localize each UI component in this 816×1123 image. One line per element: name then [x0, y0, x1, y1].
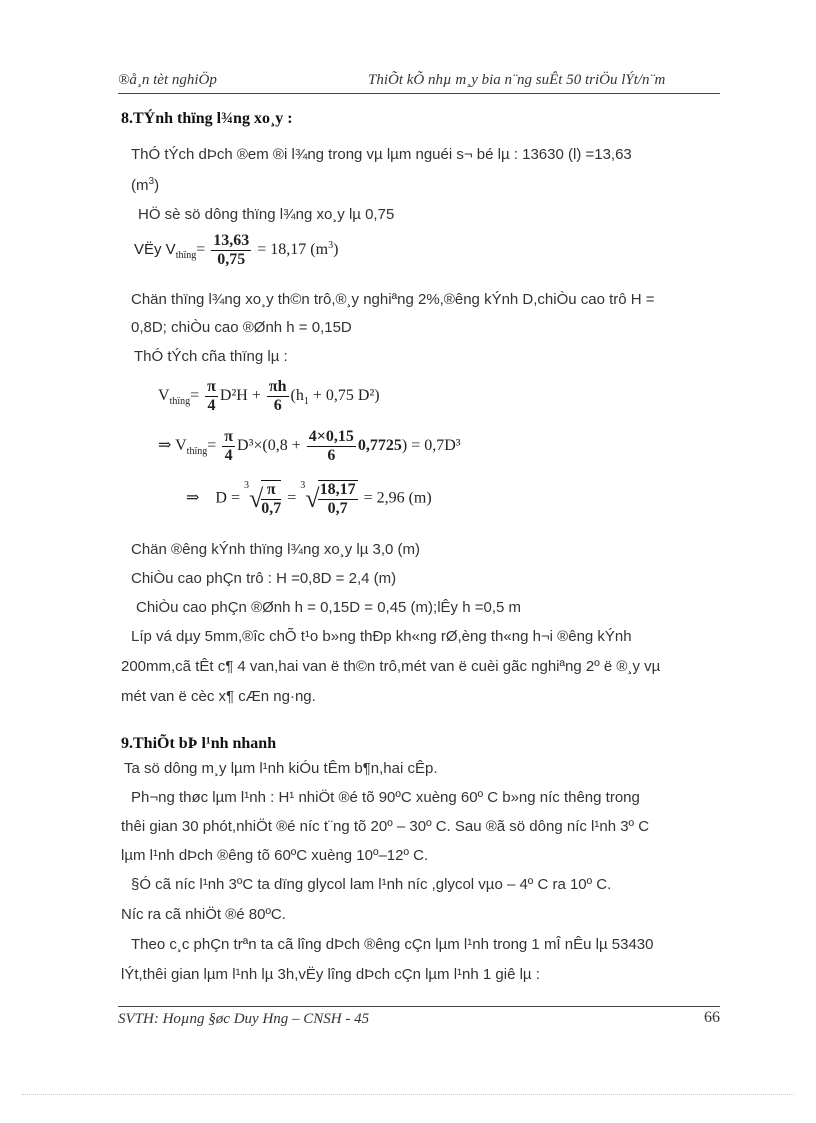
s8-line2: HÖ sè sö dông thïng l¾ng xo¸y lµ 0,75	[138, 206, 395, 223]
s9-line3: thêi gian 30 phót,nhiÖt ®é níc t¨ng tõ 20º – 30º C. Sau ®ã sö dông níc l¹nh 3º C	[121, 818, 650, 835]
formula-volume: VËy $V_{thïng}=$ $\frac{13,63}{0,75}$ = 18,17 $(m^3)$	[134, 232, 339, 268]
formula-2: ⇒ $V_{thïng}=$ $\frac{\pi}{4}$ D³×(0,8 + $\frac{4\times 0,15}{6}$ 0,7725) = 0,7D³	[158, 428, 461, 464]
footer-rule	[118, 1006, 720, 1007]
s8-line7: ChiÒu cao phÇn ®Ønh h = 0,15D = 0,45 (m);lÊy h =0,5 m	[136, 599, 521, 616]
formula-3: ⇒ D = $^3$√ $\frac{\pi}{0,7}$ = $^3$√ $\frac{18,17}{0,7}$ = 2,96 (m)	[186, 480, 432, 517]
header-left: ®å¸n tèt nghiÖp	[118, 72, 217, 88]
s8-line3b: 0,8D; chiÒu cao ®Ønh h = 0,15D	[131, 319, 352, 336]
s9-line4: lµm l¹nh dÞch ®êng tõ 60ºC xuèng 10º–12º C.	[121, 847, 429, 864]
s8-line1b: $(m^3)$	[131, 176, 160, 194]
s9-line5: §Ó cã níc l¹nh 3ºC ta dïng glycol lam l¹nh níc ,glycol vµo – 4º C ra 10º C.	[131, 876, 612, 893]
s9-line6: Níc ra cã nhiÖt ®é 80ºC.	[121, 906, 286, 923]
s9-line8: lÝt,thêi gian lµm l¹nh lµ 3h,vËy lîng dÞch cÇn lµm l¹nh 1 giê lµ :	[121, 966, 540, 983]
footer-author: SVTH: Hoµng §øc Duy Hng – CNSH - 45	[118, 1011, 370, 1027]
s8-line8: Líp vá dµy 5mm,®îc chÕ t¹o b»ng thÐp kh«ng rØ,èng th«ng h¬i ®êng kÝnh	[131, 628, 632, 645]
page-number: 66	[704, 1009, 720, 1026]
page-bottom-border	[22, 1094, 794, 1095]
formula-1: $V_{thïng}=$ $\frac{\pi}{4}$ D²H + $\frac{\pi h}{6}$ ($h_1 + 0,75$ D²)	[158, 378, 380, 414]
s8-line5: Chän ®êng kÝnh thïng l¾ng xo¸y lµ 3,0 (m)	[131, 541, 421, 558]
s8-line10: mét van ë cèc x¶ cÆn ng·ng.	[121, 688, 316, 705]
header-right: ThiÕt kÕ nhµ m¸y bia n¨ng suÊt 50 triÖu lÝt/n¨m	[368, 72, 666, 88]
s9-line7: Theo c¸c phÇn trªn ta cã lîng dÞch ®êng cÇn lµm l¹nh trong 1 mÎ nÊu lµ 53430	[131, 936, 654, 953]
s8-line9: 200mm,cã tÊt c¶ 4 van,hai van ë th©n trô,mét van ë cuèi gãc nghiªng 2º ë ®¸y vµ	[121, 658, 661, 675]
section9-heading: 9.ThiÕt bÞ l¹nh nhanh	[121, 735, 277, 752]
s8-line4: ThÓ tÝch cña thïng lµ :	[134, 348, 288, 365]
header-rule	[118, 93, 720, 94]
s8-line1: ThÓ tÝch dÞch ®em ®i l¾ng trong vµ lµm nguéi s¬ bé lµ : 13630 (l) =13,63	[131, 146, 632, 163]
s8-line3: Chän thïng l¾ng xo¸y th©n trô,®¸y nghiªng 2%,®êng kÝnh D,chiÒu cao trô H =	[131, 291, 655, 308]
section8-heading: 8.TÝnh thïng l¾ng xo¸y :	[121, 110, 293, 127]
s9-line2: Ph¬ng thøc lµm l¹nh : H¹ nhiÖt ®é tõ 90ºC xuèng 60º C b»ng níc thêng trong	[131, 789, 640, 806]
s9-line1: Ta sö dông m¸y lµm l¹nh kiÓu tÊm b¶n,hai cÊp.	[124, 760, 438, 777]
s8-line6: ChiÒu cao phÇn trô : H =0,8D = 2,4 (m)	[131, 570, 397, 587]
